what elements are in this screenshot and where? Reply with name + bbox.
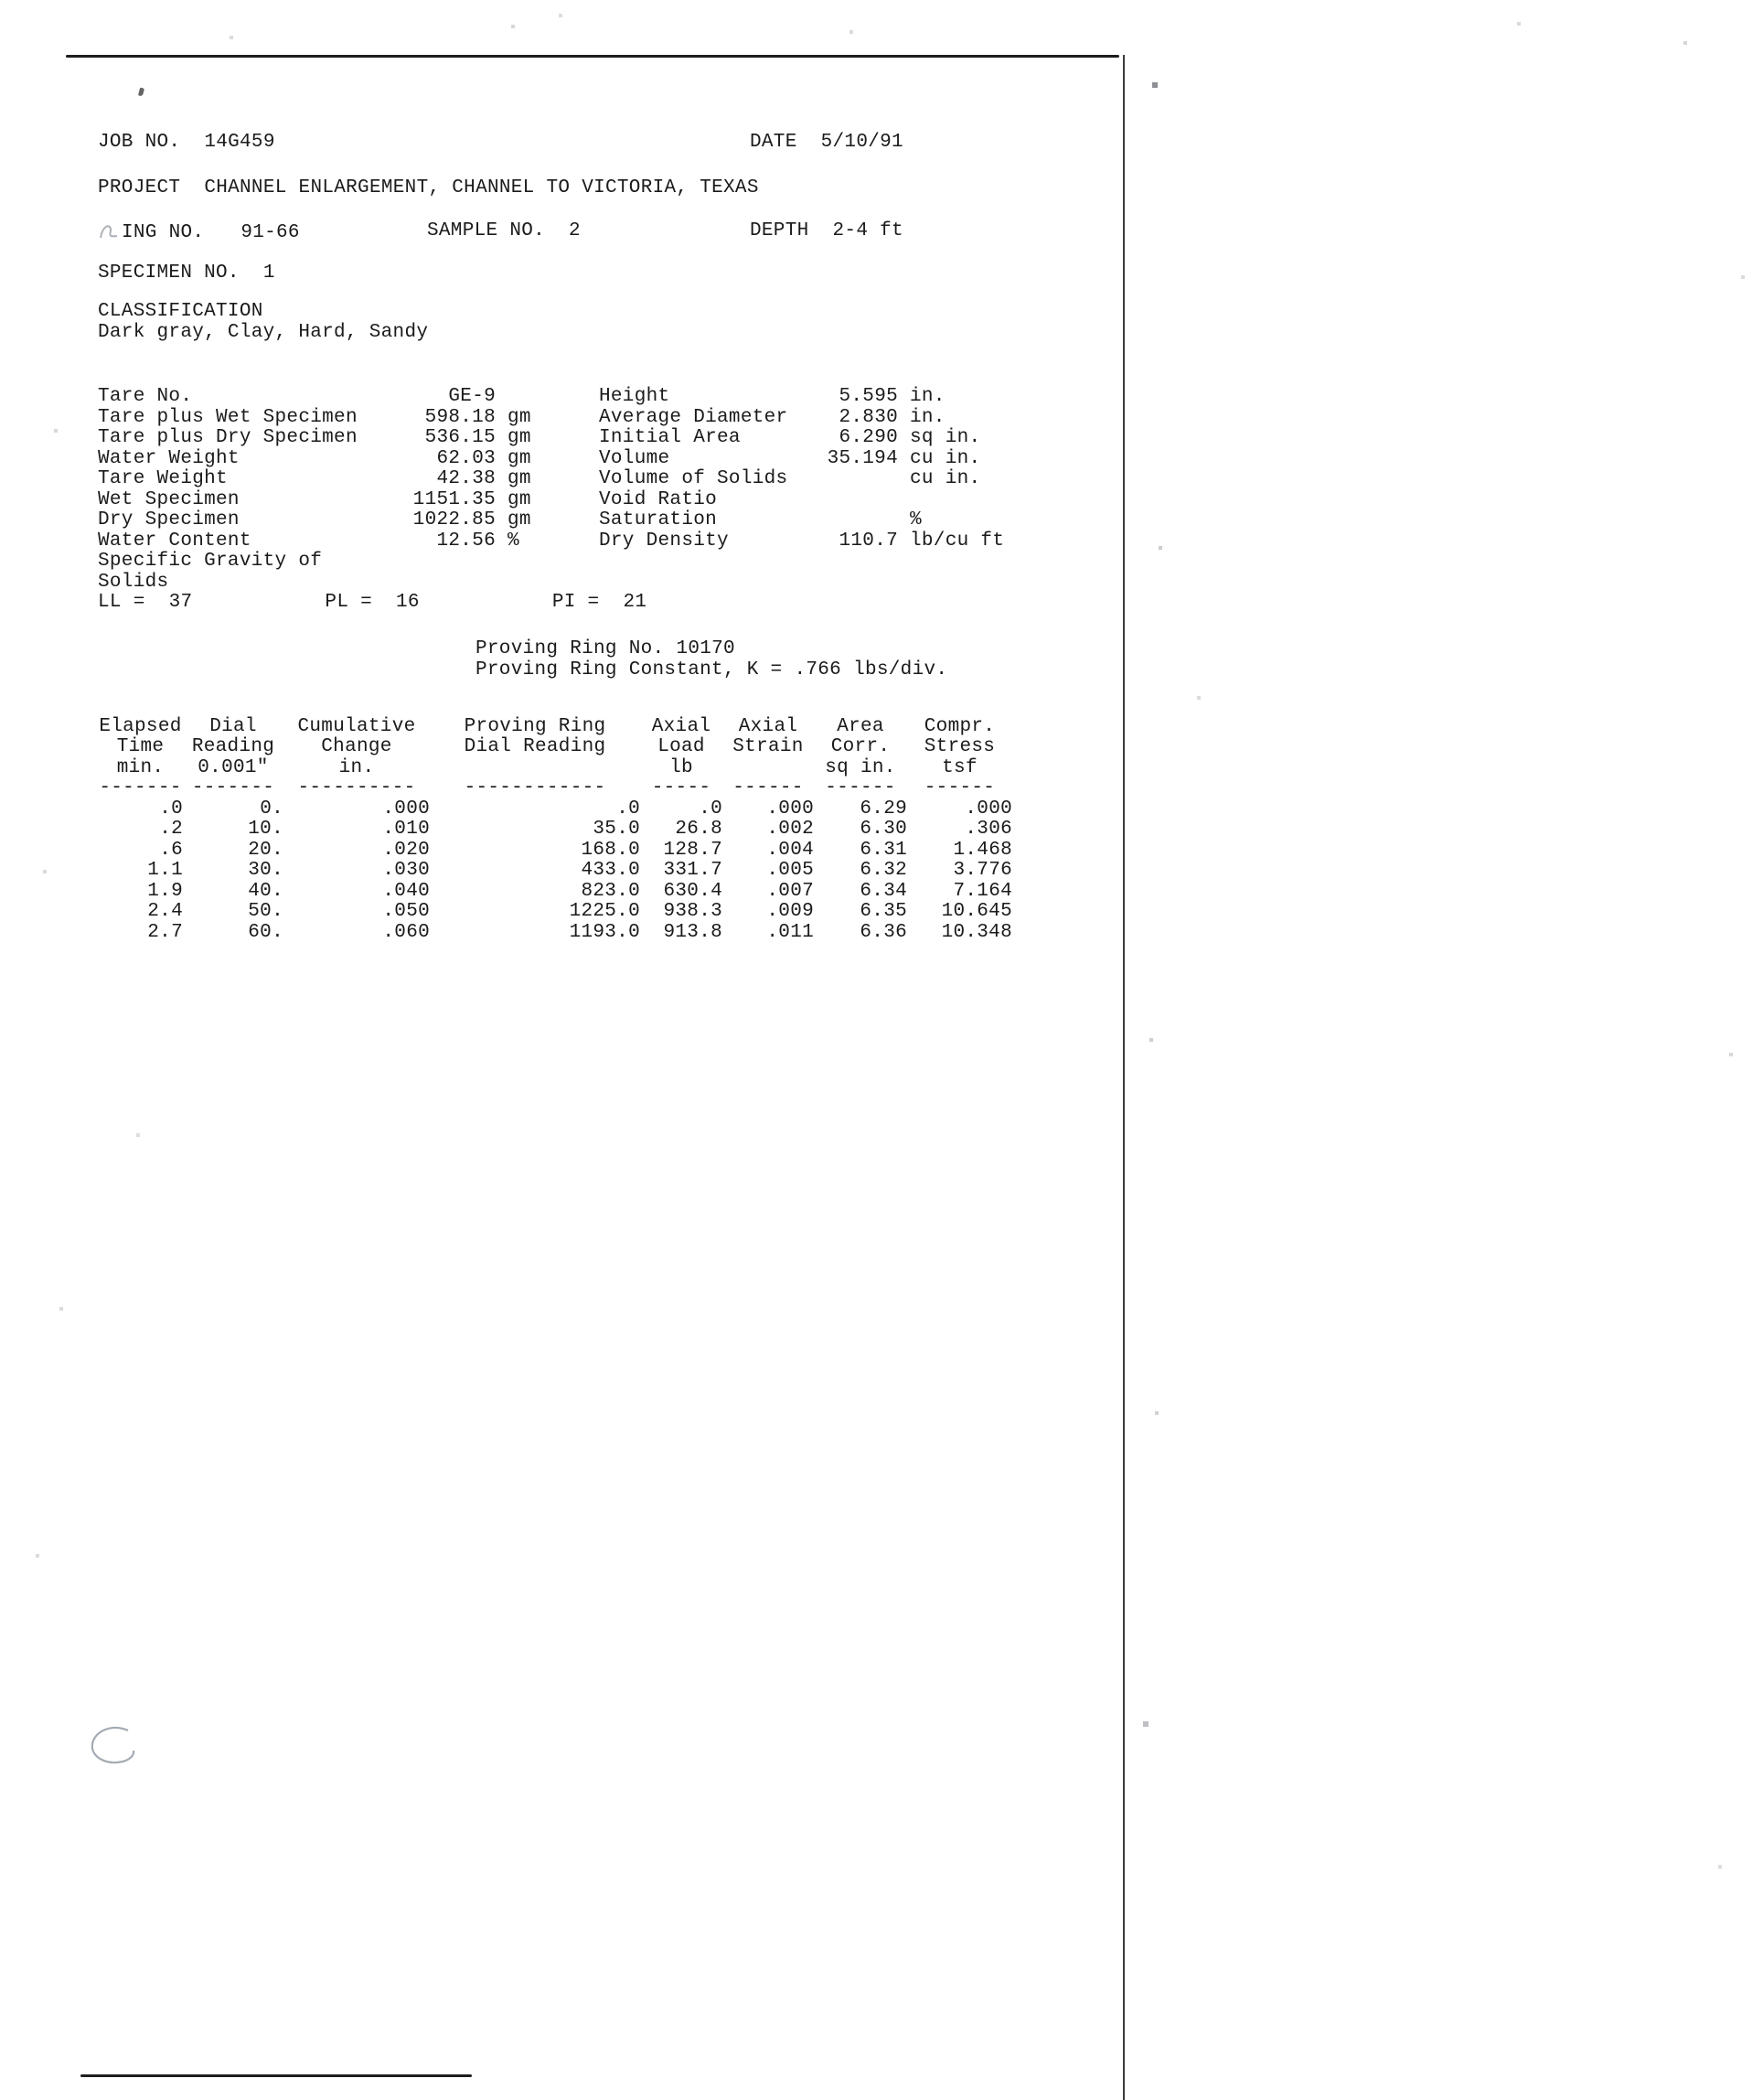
column-underline: ------------ xyxy=(464,777,606,798)
table-cell-compr-stress: 1.468 xyxy=(953,839,1012,861)
table-cell-area-corr: 6.34 xyxy=(860,880,907,902)
table-cell-dial-reading: 20. xyxy=(248,839,283,861)
measurement-value: GE-9 xyxy=(448,386,496,407)
measurement-label: Tare plus Wet Specimen xyxy=(98,406,358,428)
header-line xyxy=(430,758,640,779)
measurement-row xyxy=(599,408,1023,429)
measurement-unit: cu in. xyxy=(910,447,981,469)
table-row xyxy=(98,902,1023,923)
ll-label: LL = xyxy=(98,592,145,613)
table-cell-axial-strain: .007 xyxy=(766,880,814,902)
measurement-label: Water Content xyxy=(98,530,251,552)
measurement-value: 2.830 xyxy=(839,406,898,428)
sample-no-value: 2 xyxy=(569,220,581,241)
measurement-unit: gm xyxy=(508,427,531,448)
job-no-value: 14G459 xyxy=(204,132,275,153)
measurement-row xyxy=(98,449,592,470)
measurement-unit: in. xyxy=(910,406,946,428)
table-cell-area-corr: 6.30 xyxy=(860,819,907,840)
table-cell-compr-stress: 7.164 xyxy=(953,880,1012,902)
header-line: Stress xyxy=(924,736,996,757)
table-cell-axial-load: 26.8 xyxy=(675,819,722,840)
sample-no-label: SAMPLE NO. xyxy=(427,220,546,241)
measurement-unit: gm xyxy=(508,488,531,510)
table-cell-axial-load: 630.4 xyxy=(663,880,722,902)
bottom-border-rule xyxy=(80,2074,472,2077)
project-label: PROJECT xyxy=(98,177,181,198)
table-cell-area-corr: 6.29 xyxy=(860,798,907,820)
measurement-label: Saturation xyxy=(599,509,718,530)
measurement-row xyxy=(98,387,592,408)
job-no-label: JOB NO. xyxy=(98,132,181,153)
measurement-value xyxy=(814,490,898,511)
table-cell-dial-reading: 60. xyxy=(248,921,283,943)
measurement-label: Volume of Solids xyxy=(599,468,788,489)
table-cell-axial-load: 128.7 xyxy=(663,839,722,861)
table-cell-cum-change: .040 xyxy=(382,880,430,902)
table-cell-cum-change: .030 xyxy=(382,860,430,881)
header-line: Elapsed xyxy=(99,715,182,737)
measurement-label: Average Diameter xyxy=(599,406,788,428)
measurement-unit xyxy=(496,387,592,408)
document-content xyxy=(98,132,1023,943)
measurement-unit: % xyxy=(910,509,922,530)
header-line: Change xyxy=(321,736,392,757)
measurements-right-column xyxy=(599,387,1023,552)
table-column-header xyxy=(98,717,183,799)
column-underline: ------ xyxy=(924,777,996,798)
table-cell-elapsed-time: 1.9 xyxy=(147,880,183,902)
table-cell-axial-strain: .000 xyxy=(766,798,814,820)
pi-label: PI = xyxy=(551,592,600,613)
measurement-value: 1022.85 xyxy=(412,509,496,530)
atterberg-limits-row xyxy=(98,592,647,614)
date-group xyxy=(750,132,903,153)
depth-label: DEPTH xyxy=(750,220,809,241)
measurement-label: Specific Gravity of Solids xyxy=(98,551,323,593)
table-cell-dial-reading: 0. xyxy=(260,798,283,820)
measurement-row xyxy=(98,408,592,429)
table-row xyxy=(98,882,1023,903)
proving-ring-no-value: 10170 xyxy=(676,638,735,659)
boring-sample-depth-row xyxy=(98,220,1023,243)
table-cell-proving-dial: 823.0 xyxy=(581,880,640,902)
header-line: Compr. xyxy=(924,715,996,737)
measurement-value: 42.38 xyxy=(436,468,496,489)
table-row xyxy=(98,799,1023,820)
measurement-row xyxy=(599,531,1023,552)
proving-ring-k-unit: lbs/div. xyxy=(853,659,948,680)
header-line: Corr. xyxy=(830,736,891,757)
measurement-unit: gm xyxy=(508,468,531,489)
table-cell-axial-strain: .011 xyxy=(766,921,814,943)
measurement-label: Initial Area xyxy=(599,427,741,448)
specimen-no-label: SPECIMEN NO. xyxy=(98,262,240,284)
proving-ring-constant-line xyxy=(475,659,1023,680)
header-line: sq in. xyxy=(825,756,896,778)
measurement-label: Tare plus Dry Specimen xyxy=(98,427,358,448)
pl-value: 16 xyxy=(396,592,420,613)
measurement-unit: % xyxy=(508,530,519,552)
proving-ring-no-line xyxy=(475,638,1023,659)
measurement-value: 5.595 xyxy=(839,386,898,407)
measurement-row xyxy=(599,428,1023,449)
measurement-row xyxy=(599,449,1023,470)
scan-noise-speckles xyxy=(0,0,2,2)
table-cell-elapsed-time: 2.7 xyxy=(147,921,183,943)
table-cell-cum-change: .000 xyxy=(382,798,430,820)
depth-value: 2-4 ft xyxy=(832,220,903,241)
measurement-value: 35.194 xyxy=(827,447,898,469)
table-column-header xyxy=(640,717,722,799)
measurement-label: Void Ratio xyxy=(599,488,718,510)
table-cell-elapsed-time: 2.4 xyxy=(147,901,183,922)
measurement-label: Dry Density xyxy=(599,530,729,552)
measurement-value: 536.15 xyxy=(424,427,496,448)
table-cell-compr-stress: .306 xyxy=(965,819,1012,840)
table-cell-dial-reading: 30. xyxy=(248,860,283,881)
measurement-value xyxy=(814,510,898,531)
measurement-label: Tare Weight xyxy=(98,468,228,489)
classification-heading xyxy=(98,301,1023,322)
table-cell-dial-reading: 10. xyxy=(248,819,283,840)
boring-no-label: ING NO. xyxy=(122,222,205,243)
measurement-label: Wet Specimen xyxy=(98,488,240,510)
table-column-header xyxy=(722,717,814,799)
classification-description xyxy=(98,322,1023,343)
measurement-row xyxy=(599,469,1023,490)
pen-circle-mark xyxy=(88,1723,144,1769)
compression-test-table xyxy=(98,717,1023,944)
measurement-row xyxy=(98,428,592,449)
table-cell-area-corr: 6.31 xyxy=(860,839,907,861)
table-column-header xyxy=(907,717,1012,799)
measurement-value: 12.56 xyxy=(436,530,496,552)
header-line: Dial Reading xyxy=(464,736,606,757)
measurement-label: Tare No. xyxy=(98,386,193,407)
project-value: CHANNEL ENLARGEMENT, CHANNEL TO VICTORIA, TEXAS xyxy=(204,177,759,198)
table-row xyxy=(98,923,1023,944)
table-cell-elapsed-time: .2 xyxy=(159,819,183,840)
column-underline: ------- xyxy=(99,777,182,798)
table-column-header xyxy=(430,717,640,799)
measurement-label: Volume xyxy=(599,447,670,469)
table-cell-area-corr: 6.36 xyxy=(860,921,907,943)
measurement-row xyxy=(599,490,1023,511)
table-row xyxy=(98,841,1023,862)
measurement-value: 1151.35 xyxy=(412,488,496,510)
header-line: Strain xyxy=(732,736,804,757)
header-line: Area xyxy=(837,715,884,737)
measurement-value: 598.18 xyxy=(424,406,496,428)
column-underline: ---------- xyxy=(297,777,416,798)
header-line: Cumulative xyxy=(297,715,416,737)
proving-ring-k-label: Proving Ring Constant, K = xyxy=(475,659,783,680)
classification-value: Dark gray, Clay, Hard, Sandy xyxy=(98,322,429,343)
measurement-label: Dry Specimen xyxy=(98,509,240,530)
table-cell-axial-strain: .009 xyxy=(766,901,814,922)
table-cell-proving-dial: .0 xyxy=(616,798,640,820)
header-line: lb xyxy=(669,756,693,778)
measurement-unit: cu in. xyxy=(910,468,981,489)
measurement-value xyxy=(358,552,496,593)
table-cell-compr-stress: .000 xyxy=(965,798,1012,820)
column-underline: ------- xyxy=(191,777,275,798)
measurement-value: 62.03 xyxy=(436,447,496,469)
table-cell-proving-dial: 35.0 xyxy=(593,819,640,840)
measurement-row xyxy=(98,510,592,531)
measurement-unit: in. xyxy=(910,386,946,407)
measurement-value: 110.7 xyxy=(839,530,898,552)
measurement-unit xyxy=(496,552,592,593)
table-cell-axial-strain: .004 xyxy=(766,839,814,861)
table-cell-compr-stress: 3.776 xyxy=(953,860,1012,881)
table-header xyxy=(98,717,1023,799)
sample-group xyxy=(427,220,581,241)
header-line: in. xyxy=(338,756,375,778)
project-row xyxy=(98,177,1023,198)
date-label: DATE xyxy=(750,132,797,153)
header-line: Time xyxy=(116,736,165,757)
table-cell-cum-change: .060 xyxy=(382,921,430,943)
table-cell-proving-dial: 1193.0 xyxy=(569,921,640,943)
table-cell-area-corr: 6.35 xyxy=(860,901,907,922)
measurement-value: 6.290 xyxy=(839,427,898,448)
proving-ring-block xyxy=(475,638,1023,680)
measurement-label: Height xyxy=(599,386,670,407)
table-column-header xyxy=(814,717,907,799)
table-cell-compr-stress: 10.348 xyxy=(941,921,1012,943)
header-line: Reading xyxy=(191,736,275,757)
proving-ring-k-value: .766 xyxy=(794,659,842,680)
header-line: Dial xyxy=(209,715,257,737)
pl-label: PL = xyxy=(325,592,373,613)
specimen-measurements xyxy=(98,387,1023,614)
table-cell-cum-change: .050 xyxy=(382,901,430,922)
measurement-row xyxy=(599,387,1023,408)
table-cell-dial-reading: 50. xyxy=(248,901,283,922)
table-row xyxy=(98,820,1023,841)
table-cell-cum-change: .020 xyxy=(382,839,430,861)
column-underline: ------ xyxy=(825,777,896,798)
ll-value: 37 xyxy=(168,592,193,613)
header-line: Axial xyxy=(738,715,798,737)
table-cell-area-corr: 6.32 xyxy=(860,860,907,881)
column-underline: ----- xyxy=(651,777,711,798)
table-cell-axial-load: 938.3 xyxy=(663,901,722,922)
measurement-label: Water Weight xyxy=(98,447,240,469)
measurement-unit: gm xyxy=(508,406,531,428)
table-body xyxy=(98,799,1023,944)
header-line: Axial xyxy=(651,715,711,737)
header-line xyxy=(722,758,814,779)
header-line: 0.001" xyxy=(198,756,269,778)
right-border-rule xyxy=(1123,55,1125,2100)
table-cell-cum-change: .010 xyxy=(382,819,430,840)
table-row xyxy=(98,861,1023,882)
table-cell-proving-dial: 1225.0 xyxy=(569,901,640,922)
table-cell-axial-strain: .002 xyxy=(766,819,814,840)
date-value: 5/10/91 xyxy=(820,132,903,153)
classification-label: CLASSIFICATION xyxy=(98,301,263,322)
header-line: Proving Ring xyxy=(464,715,606,737)
table-cell-compr-stress: 10.645 xyxy=(941,901,1012,922)
table-cell-proving-dial: 168.0 xyxy=(581,839,640,861)
measurement-row xyxy=(98,490,592,511)
pi-value: 21 xyxy=(623,592,647,613)
table-cell-proving-dial: 433.0 xyxy=(581,860,640,881)
table-cell-elapsed-time: .0 xyxy=(159,798,183,820)
boring-no-value: 91-66 xyxy=(240,222,300,243)
table-cell-elapsed-time: 1.1 xyxy=(147,860,183,881)
job-date-row xyxy=(98,132,1023,153)
header-line: tsf xyxy=(942,756,978,778)
measurement-row xyxy=(98,531,592,552)
table-column-header xyxy=(183,717,283,799)
measurement-row xyxy=(98,552,592,593)
measurement-unit: sq in. xyxy=(910,427,981,448)
measurement-value xyxy=(814,469,898,490)
measurement-unit xyxy=(898,490,1023,511)
header-line: Load xyxy=(657,736,705,757)
table-column-header xyxy=(283,717,430,799)
header-line: min. xyxy=(116,756,165,778)
measurement-unit: lb/cu ft xyxy=(910,530,1005,552)
measurement-row xyxy=(599,510,1023,531)
table-cell-axial-strain: .005 xyxy=(766,860,814,881)
depth-group xyxy=(750,220,903,241)
table-cell-axial-load: 331.7 xyxy=(663,860,722,881)
top-border-rule xyxy=(66,55,1119,58)
table-cell-axial-load: 913.8 xyxy=(663,921,722,943)
measurement-unit: gm xyxy=(508,509,531,530)
scan-mark xyxy=(138,88,144,97)
measurement-unit: gm xyxy=(508,447,531,469)
proving-ring-no-label: Proving Ring No. xyxy=(475,638,665,659)
measurement-row xyxy=(98,469,592,490)
specimen-no-value: 1 xyxy=(262,262,275,284)
table-cell-elapsed-time: .6 xyxy=(159,839,183,861)
specimen-row xyxy=(98,262,1023,284)
table-cell-axial-load: .0 xyxy=(699,798,722,820)
table-cell-dial-reading: 40. xyxy=(248,880,283,902)
ink-smudge-icon xyxy=(98,220,120,241)
column-underline: ------ xyxy=(732,777,804,798)
